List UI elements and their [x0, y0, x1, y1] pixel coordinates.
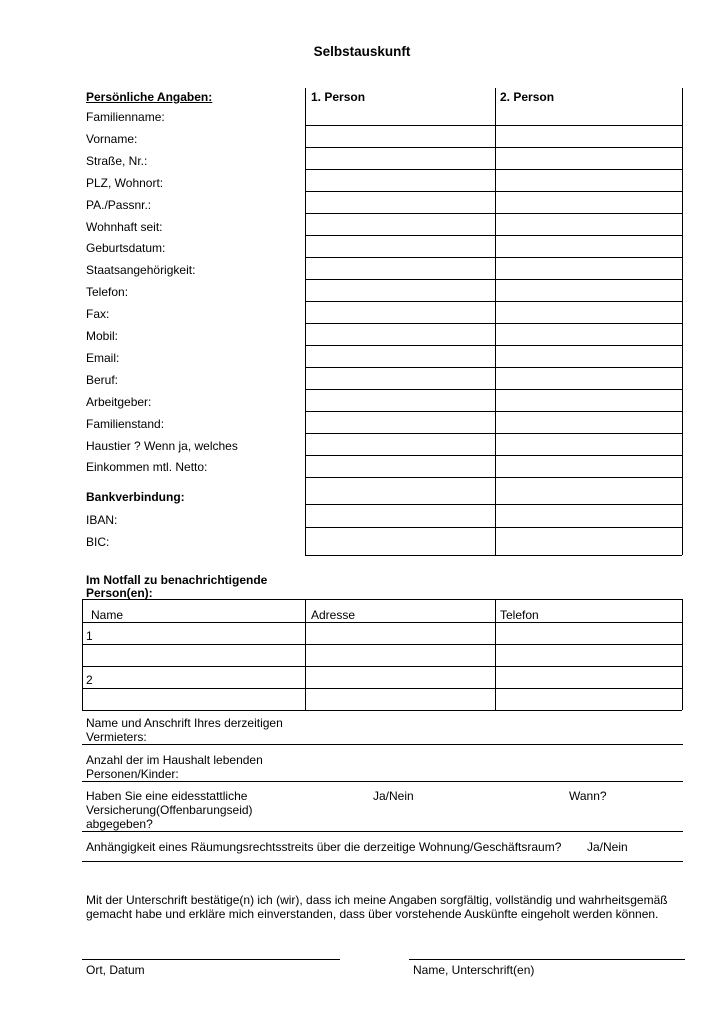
grid-row-line[interactable]	[305, 411, 682, 412]
eviction-answer-line	[82, 861, 683, 862]
personal-field-label: Telefon:	[86, 285, 129, 299]
eviction-yes-no[interactable]: Ja/Nein	[587, 840, 628, 854]
personal-field-label: Geburtsdatum:	[86, 241, 166, 255]
person-1-header: 1. Person	[311, 90, 366, 104]
emergency-heading-line1: Im Notfall zu benachrichtigende	[86, 573, 268, 587]
emergency-row-1-number: 1	[86, 629, 93, 643]
page-title: Selbstauskunft	[313, 44, 411, 59]
iban-label: IBAN:	[86, 513, 118, 527]
grid-row-line[interactable]	[305, 279, 682, 280]
landlord-answer-line[interactable]	[82, 744, 683, 745]
personal-field-label: Staatsangehörigkeit:	[86, 263, 196, 277]
emergency-row-line[interactable]	[82, 710, 682, 711]
personal-field-label: Fax:	[86, 307, 110, 321]
emergency-col-line	[682, 599, 683, 710]
personal-field-label: Wohnhaft seit:	[86, 220, 163, 234]
confirmation-line1: Mit der Unterschrift bestätige(n) ich (wir), dass ich meine Angaben sorgfältig, vollständig und wahrheitsgemäß	[86, 893, 668, 907]
place-date-line[interactable]	[82, 959, 340, 960]
personal-field-label: PA./Passnr.:	[86, 198, 152, 212]
place-date-label: Ort, Datum	[86, 963, 145, 977]
bank-heading: Bankverbindung:	[86, 490, 185, 504]
grid-row-line[interactable]	[305, 125, 682, 126]
confirmation-line2: gemacht habe und erkläre mich einverstanden, dass über vorstehende Auskünfte eingeholt werden können.	[86, 907, 659, 921]
grid-row-line[interactable]	[305, 169, 682, 170]
grid-row-line[interactable]	[305, 213, 682, 214]
oath-yes-no[interactable]: Ja/Nein	[373, 789, 414, 803]
grid-row-line[interactable]	[305, 235, 682, 236]
grid-row-line[interactable]	[305, 257, 682, 258]
personal-field-label: Arbeitgeber:	[86, 395, 152, 409]
emergency-row-line[interactable]	[82, 622, 682, 623]
oath-label-line1: Haben Sie eine eidesstattliche	[86, 789, 248, 803]
emergency-col-address: Adresse	[311, 608, 356, 622]
oath-label-line2: Versicherung(Offenbarungseid)	[86, 803, 253, 817]
household-answer-line[interactable]	[82, 781, 683, 782]
personal-field-label: Mobil:	[86, 329, 119, 343]
personal-field-label: Email:	[86, 351, 120, 365]
personal-field-label: Familienname:	[86, 110, 165, 124]
household-label-line1: Anzahl der im Haushalt lebenden	[86, 753, 263, 767]
personal-field-label: Familienstand:	[86, 417, 165, 431]
landlord-label-line2: Vermieters:	[86, 730, 147, 744]
emergency-row-line[interactable]	[82, 599, 682, 600]
grid-row-line[interactable]	[305, 147, 682, 148]
grid-row-line[interactable]	[305, 345, 682, 346]
personal-field-label: Vorname:	[86, 132, 138, 146]
eviction-question: Anhängigkeit eines Räumungsrechtsstreits über die derzeitige Wohnung/Geschäftsraum?	[86, 840, 562, 854]
grid-row-line[interactable]	[305, 301, 682, 302]
grid-vline-left	[305, 88, 306, 555]
grid-row-line[interactable]	[305, 504, 682, 505]
emergency-col-line	[82, 599, 83, 710]
grid-row-line[interactable]	[305, 555, 682, 556]
landlord-label-line1: Name und Anschrift Ihres derzeitigen	[86, 716, 283, 730]
signature-line[interactable]	[409, 959, 685, 960]
signature-label: Name, Unterschrift(en)	[413, 963, 535, 977]
oath-answer-line	[82, 831, 683, 832]
grid-vline-mid	[495, 88, 496, 555]
grid-row-line[interactable]	[305, 433, 682, 434]
personal-field-label: Beruf:	[86, 373, 119, 387]
bic-label: BIC:	[86, 535, 110, 549]
household-label-line2: Personen/Kinder:	[86, 767, 179, 781]
emergency-row-line[interactable]	[82, 644, 682, 645]
personal-heading: Persönliche Angaben:	[86, 90, 213, 104]
emergency-col-name: Name	[91, 608, 124, 622]
personal-field-label: Straße, Nr.:	[86, 154, 148, 168]
emergency-row-2-number: 2	[86, 673, 93, 687]
emergency-row-line[interactable]	[82, 666, 682, 667]
emergency-row-line[interactable]	[82, 688, 682, 689]
emergency-col-phone: Telefon	[500, 608, 539, 622]
grid-row-line[interactable]	[305, 191, 682, 192]
emergency-heading-line2: Person(en):	[86, 586, 153, 600]
grid-row-line[interactable]	[305, 367, 682, 368]
emergency-col-line	[495, 599, 496, 710]
oath-when[interactable]: Wann?	[569, 789, 607, 803]
grid-row-line[interactable]	[305, 323, 682, 324]
grid-vline-right	[682, 88, 683, 555]
personal-field-label: Haustier ? Wenn ja, welches	[86, 439, 238, 453]
person-2-header: 2. Person	[500, 90, 555, 104]
oath-label-line3: abgegeben?	[86, 817, 153, 831]
personal-field-label: PLZ, Wohnort:	[86, 176, 164, 190]
grid-row-line[interactable]	[305, 455, 682, 456]
personal-field-label: Einkommen mtl. Netto:	[86, 460, 208, 474]
grid-row-line[interactable]	[305, 527, 682, 528]
emergency-col-line	[305, 599, 306, 710]
grid-row-line[interactable]	[305, 477, 682, 478]
grid-row-line[interactable]	[305, 389, 682, 390]
